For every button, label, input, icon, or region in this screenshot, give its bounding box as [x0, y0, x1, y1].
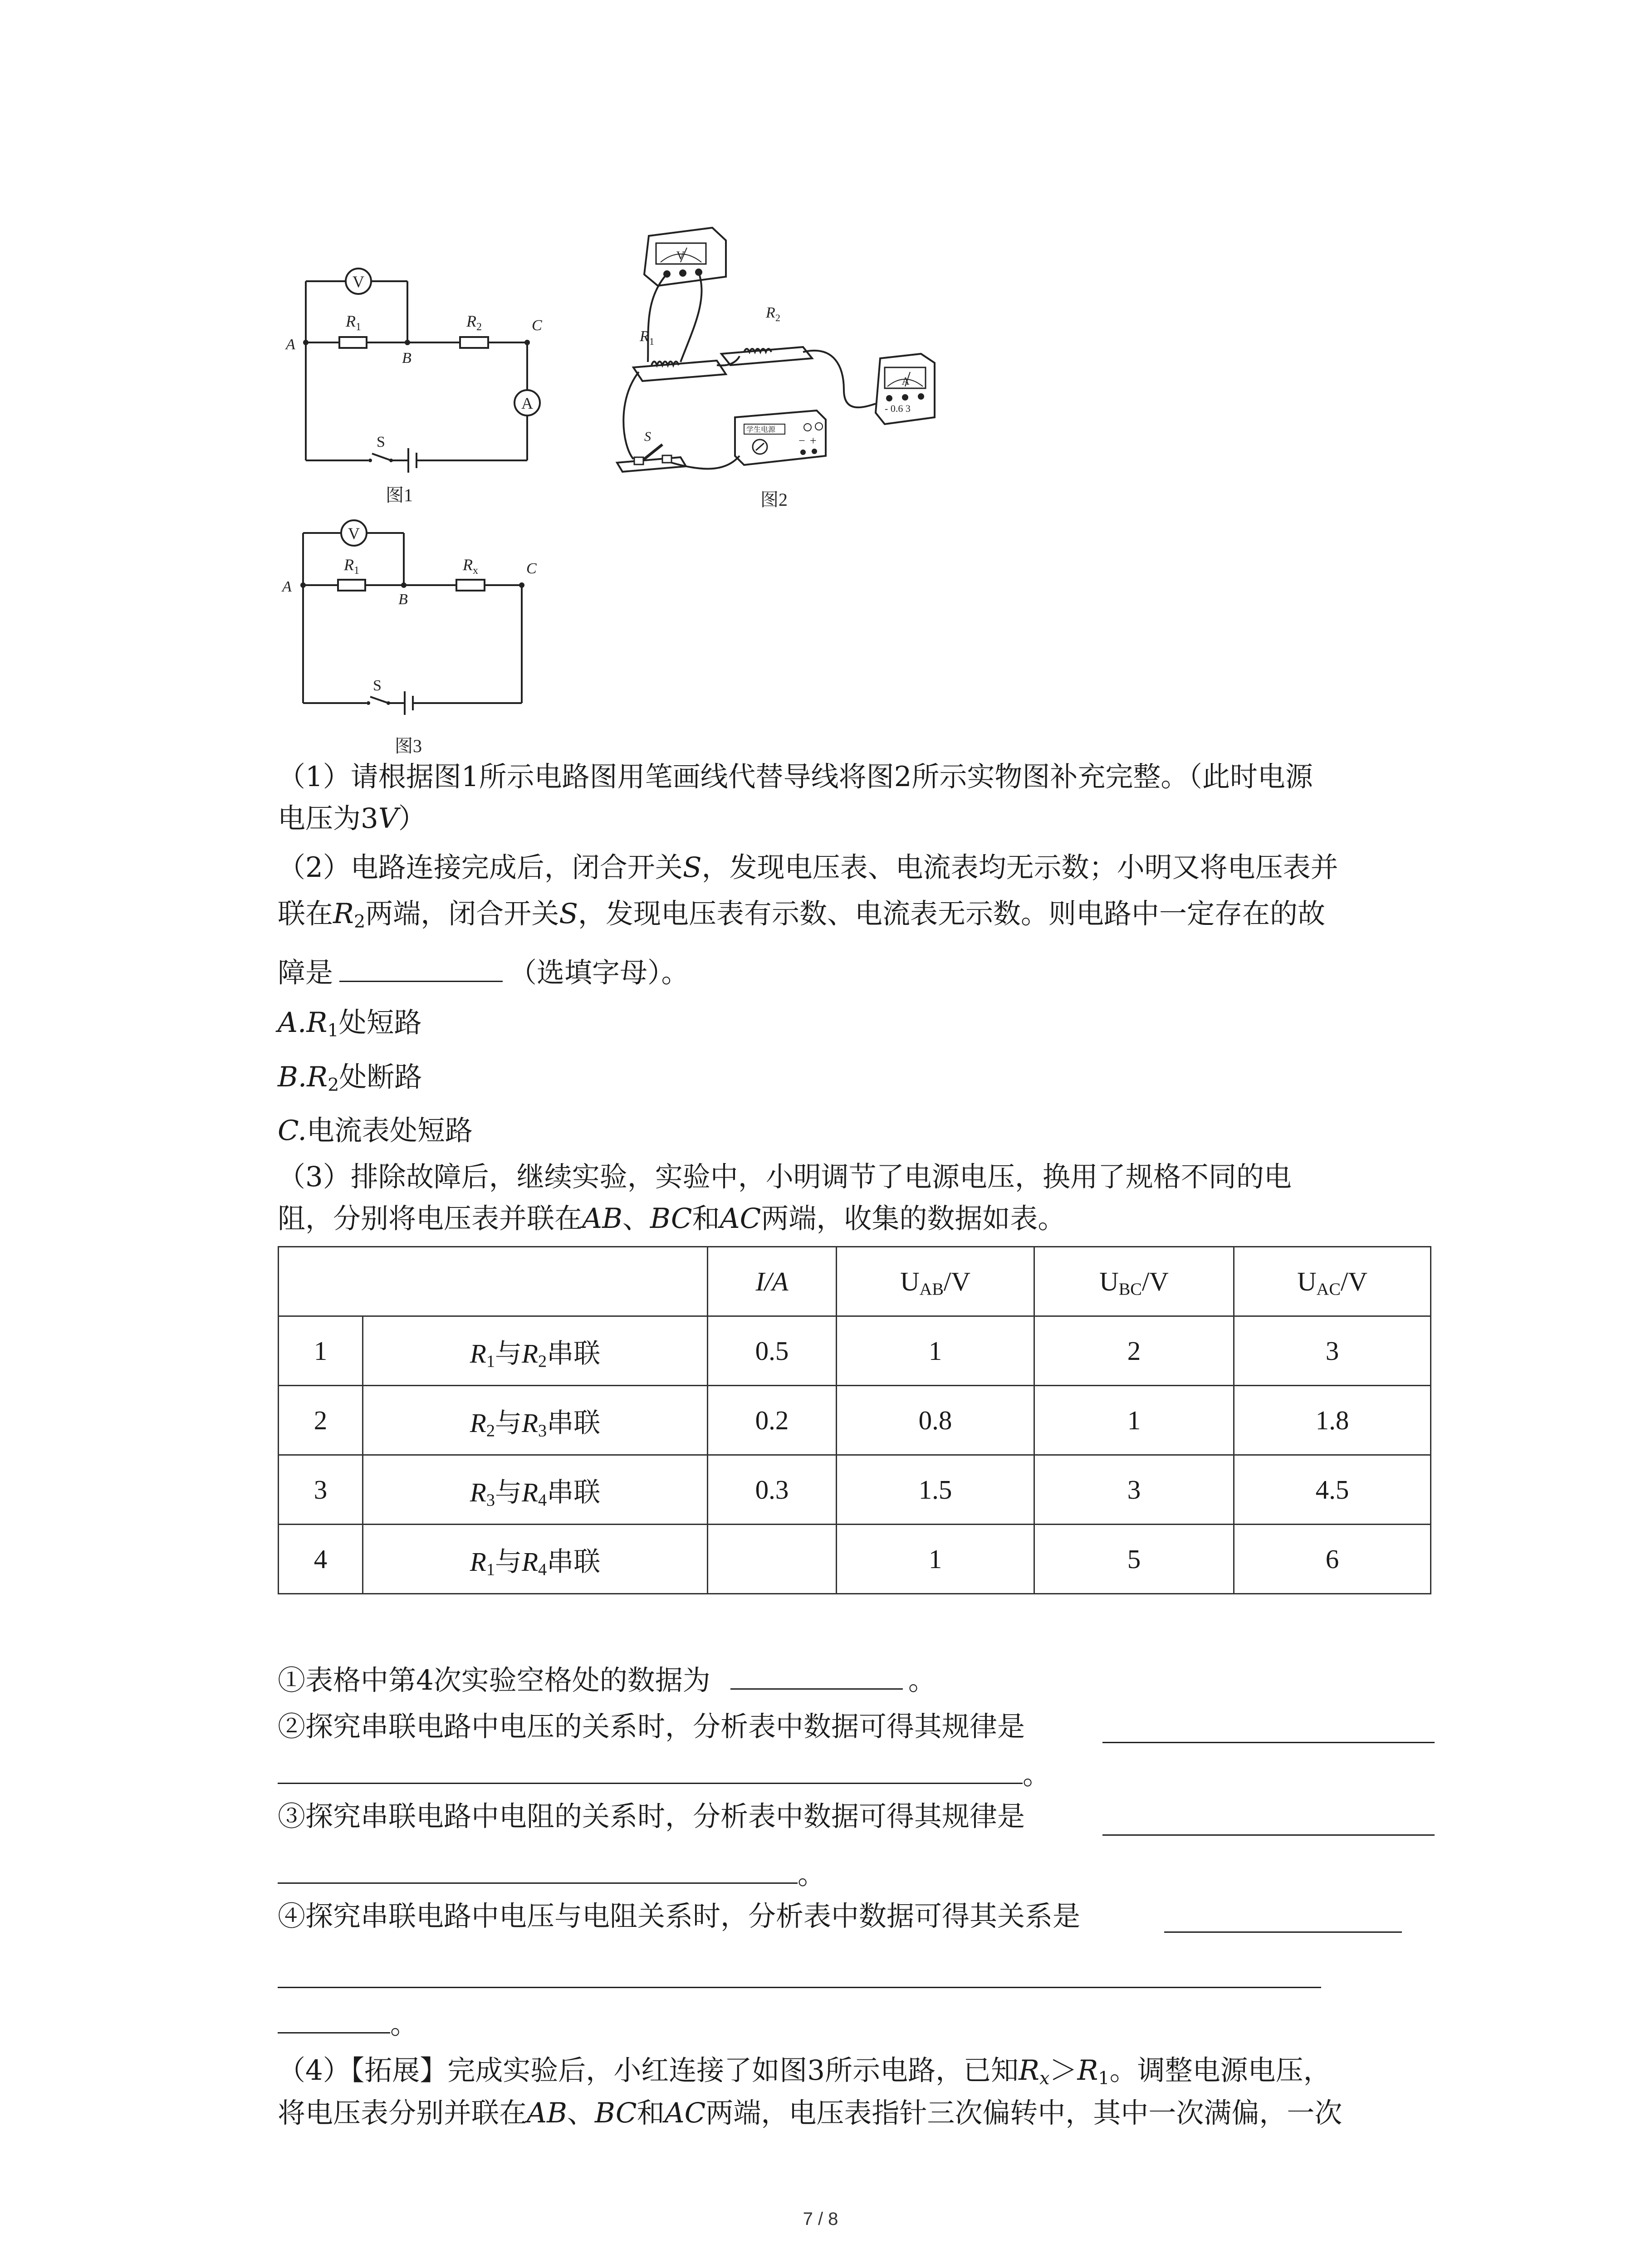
voltmeter-device	[644, 228, 726, 286]
node-a-label: A	[282, 578, 292, 595]
cell-uab: 1	[837, 1316, 1034, 1386]
sub-question-4-period: 。	[390, 2008, 418, 2040]
series-label: 串联	[547, 1408, 601, 1438]
q2-option-c-letter: C.	[278, 1114, 307, 1147]
q2-text-3b: （选填字母）。	[509, 957, 689, 989]
cell-uab: 0.8	[837, 1386, 1034, 1455]
cell-uac: 1.8	[1234, 1386, 1431, 1455]
r1-sub: 1	[356, 321, 361, 333]
q2-option-a	[278, 1002, 422, 1043]
cell-uac: 6	[1234, 1525, 1431, 1594]
row-description	[363, 1525, 708, 1594]
joiner: 与	[495, 1477, 522, 1507]
q2-line-1	[278, 847, 1338, 888]
series-label: 串联	[547, 1546, 601, 1577]
sub-question-4	[278, 1896, 1080, 1937]
cell-ubc: 5	[1034, 1525, 1234, 1594]
q4-text-2c: 、	[567, 2097, 595, 2129]
table-row	[279, 1525, 1431, 1594]
q4-text-2a: 将电压表分别并联在	[278, 2097, 527, 2129]
cell-current: 0.5	[708, 1316, 837, 1386]
ammeter-symbol: A	[521, 394, 533, 412]
sub-question-4-blank-3[interactable]	[278, 2032, 390, 2033]
joiner: 与	[495, 1338, 522, 1369]
q2-option-b-text: 处断路	[339, 1061, 422, 1093]
sub-question-2-end	[1023, 1755, 1050, 1795]
switch-label: S	[377, 434, 385, 450]
r2-sub: 2	[476, 321, 482, 333]
row-description	[363, 1316, 708, 1386]
q4-text-2e: 和	[637, 2097, 665, 2129]
q3-text-2a: 阻，分别将电压表并联在	[278, 1202, 583, 1235]
resistor-b: R	[522, 1338, 539, 1369]
sub-question-2-blank-2[interactable]	[278, 1783, 1023, 1784]
header-current-text: I/A	[755, 1266, 789, 1296]
q4-line-2	[278, 2093, 1342, 2134]
q2-text-2a: 联在	[278, 898, 333, 930]
q4-ab: AB	[527, 2097, 567, 2129]
r2-board	[721, 304, 812, 365]
sub-question-4-end	[390, 2004, 418, 2045]
switch-label: S	[644, 429, 651, 444]
sub-question-3-end	[798, 1854, 825, 1895]
q2-option-a-text: 处短路	[338, 1007, 422, 1039]
row-number: 1	[279, 1316, 363, 1386]
q2-r2: R	[333, 898, 354, 930]
voltmeter-symbol: V	[353, 273, 364, 291]
resistor-a-sub: 3	[486, 1491, 495, 1510]
power-minus: −	[798, 434, 805, 447]
header-uac-u: U	[1297, 1266, 1317, 1296]
q3-bc: BC	[650, 1202, 692, 1235]
q1-text-2a: 电压为3	[278, 802, 378, 835]
r1-label: R	[346, 312, 356, 330]
q4-rx: R	[1019, 2054, 1040, 2087]
node-b-label: B	[398, 591, 408, 608]
header-uab-u: U	[900, 1266, 920, 1296]
q2-answer-blank[interactable]	[339, 953, 503, 982]
cell-current: 0.2	[708, 1386, 837, 1455]
q4-text-1a: （4）【拓展】完成实验后，小红连接了如图3所示电路，已知	[278, 2054, 1019, 2087]
node-a-label: A	[286, 336, 295, 353]
q3-text-1: （3）排除故障后，继续实验，实验中，小明调节了电源电压，换用了规格不同的电	[278, 1161, 1292, 1193]
q1-unit-v: V	[378, 802, 398, 835]
q1-text-1: （1）请根据图1所示电路图用笔画线代替导线将图2所示实物图补充完整。（此时电源	[278, 761, 1313, 793]
cell-uac: 3	[1234, 1316, 1431, 1386]
header-uab-unit: /V	[943, 1266, 970, 1296]
header-ubc-u: U	[1099, 1266, 1119, 1296]
row-number: 3	[279, 1455, 363, 1525]
q2-text-1a: （2）电路连接完成后，闭合开关	[278, 851, 683, 884]
table-header-row	[279, 1247, 1431, 1316]
voltmeter-symbol: V	[348, 524, 360, 543]
q4-greater-than: ＞	[1049, 2054, 1078, 2087]
sub-question-1-text: ①表格中第4次实验空格处的数据为	[278, 1664, 710, 1696]
cell-uac: 4.5	[1234, 1455, 1431, 1525]
q3-line-1	[278, 1157, 1292, 1198]
q3-ab: AB	[582, 1202, 622, 1235]
q1-line-2	[278, 798, 426, 839]
resistor-a-sub: 2	[486, 1421, 495, 1441]
sub-question-3-period: 。	[798, 1858, 826, 1891]
table-row	[279, 1455, 1431, 1525]
power-supply-device	[735, 411, 826, 465]
sub-question-4-blank-1[interactable]	[1164, 1931, 1402, 1933]
q2-option-a-sub: 1	[327, 1020, 339, 1041]
r1-label: R	[344, 556, 354, 574]
node-b-label: B	[402, 350, 411, 367]
q4-text-2g: 两端，电压表指针三次偏转中，其中一次满偏，一次	[705, 2097, 1342, 2129]
header-uac-sub: AC	[1316, 1280, 1341, 1299]
page-number: 7 / 8	[803, 2209, 838, 2229]
switch-label: S	[373, 677, 382, 694]
r2-label: R	[766, 304, 775, 321]
row-description	[363, 1455, 708, 1525]
q3-ac: AC	[720, 1202, 761, 1235]
resistor-b-sub: 4	[538, 1491, 547, 1510]
q2-switch-s: S	[682, 851, 702, 884]
header-uac	[1234, 1247, 1431, 1316]
q2-text-2d: 两端，闭合开关	[365, 898, 559, 930]
cell-ubc: 1	[1034, 1386, 1234, 1455]
resistor-a: R	[470, 1477, 486, 1507]
rx-label: R	[463, 556, 473, 574]
row-description	[363, 1386, 708, 1455]
resistor-a-sub: 1	[486, 1560, 495, 1579]
q1-text-2c: ）	[398, 802, 426, 835]
q2-text-1c: ，发现电压表、电流表均无示数；小明又将电压表并	[701, 851, 1338, 884]
rx-sub: x	[473, 565, 478, 577]
header-uab	[837, 1247, 1034, 1316]
q4-r1: R	[1077, 2054, 1098, 2087]
q2-line-2	[278, 894, 1325, 934]
sub-question-3-blank-2[interactable]	[278, 1882, 798, 1884]
sub-question-3-blank-1[interactable]	[1102, 1834, 1435, 1836]
r2-label: R	[466, 312, 476, 330]
cell-uab: 1.5	[837, 1455, 1034, 1525]
joiner: 与	[495, 1408, 522, 1438]
figure-2	[590, 218, 962, 544]
header-ubc-sub: BC	[1118, 1280, 1142, 1299]
sub-question-4-blank-2[interactable]	[278, 1987, 1321, 1988]
sub-question-2-period: 。	[1023, 1759, 1051, 1791]
ammeter-device	[876, 354, 935, 424]
table-row	[279, 1316, 1431, 1386]
sub-question-1-blank[interactable]	[730, 1660, 903, 1690]
ammeter-terminals: - 0.6 3	[885, 403, 911, 414]
cell-current-empty[interactable]	[708, 1525, 837, 1594]
q2-text-3a: 障是	[278, 957, 333, 989]
joiner: 与	[495, 1546, 522, 1577]
resistor-b-sub: 3	[538, 1421, 547, 1441]
q2-option-b-letter: B.R	[278, 1061, 328, 1093]
header-ubc	[1034, 1247, 1234, 1316]
header-current	[708, 1247, 837, 1316]
q3-text-2c: 、	[622, 1202, 650, 1235]
cell-uab: 1	[837, 1525, 1034, 1594]
q2-option-b-sub: 2	[328, 1074, 339, 1095]
switch-device	[617, 429, 686, 472]
resistor-a: R	[470, 1338, 486, 1369]
circuit-diagram-1	[272, 254, 554, 517]
circuit-diagram-3	[272, 513, 554, 767]
q2-r2-sub: 2	[353, 911, 366, 932]
voltmeter-letter: V	[676, 249, 685, 262]
q4-line-1	[278, 2050, 1331, 2091]
q2-text-2f: ，发现电压表有示数、电流表无示数。则电路中一定存在的故	[578, 898, 1326, 930]
sub-question-2-text: ②探究串联电路中电压的关系时，分析表中数据可得其规律是	[278, 1711, 1025, 1743]
r1-sub: 1	[649, 336, 654, 347]
q4-r1-sub: 1	[1098, 2068, 1110, 2089]
q4-text-1g: 。调整电源电压，	[1109, 2054, 1331, 2087]
header-ubc-unit: /V	[1141, 1266, 1169, 1296]
resistor-a-sub: 1	[486, 1352, 495, 1371]
q2-option-a-letter: A.R	[278, 1007, 328, 1039]
sub-question-1-end: 。	[908, 1664, 936, 1696]
sub-question-3-text: ③探究串联电路中电阻的关系时，分析表中数据可得其规律是	[278, 1800, 1025, 1833]
header-blank	[279, 1247, 708, 1316]
r1-label: R	[640, 328, 649, 345]
apparatus-picture-2	[590, 218, 962, 544]
q3-text-2g: 两端，收集的数据如表。	[761, 1202, 1066, 1235]
sub-question-2	[278, 1706, 1025, 1747]
ammeter-letter: A	[901, 376, 910, 387]
q2-option-b	[278, 1057, 422, 1098]
q4-rx-sub: x	[1039, 2068, 1050, 2089]
q3-text-2e: 和	[692, 1202, 720, 1235]
resistor-a: R	[470, 1408, 486, 1438]
resistor-b: R	[522, 1477, 539, 1507]
resistor-b: R	[522, 1546, 539, 1577]
q4-bc: BC	[594, 2097, 637, 2129]
series-label: 串联	[547, 1477, 601, 1507]
node-c-label: C	[532, 317, 542, 334]
resistor-b-sub: 2	[538, 1352, 547, 1371]
row-number: 2	[279, 1386, 363, 1455]
resistor-b: R	[522, 1408, 539, 1438]
cell-current: 0.3	[708, 1455, 837, 1525]
power-supply-label: 学生电源	[746, 426, 776, 434]
figure-1-caption: 图1	[386, 485, 413, 505]
cell-ubc: 2	[1034, 1316, 1234, 1386]
q3-line-2	[278, 1198, 1065, 1239]
q2-option-c	[278, 1110, 473, 1151]
row-number: 4	[279, 1525, 363, 1594]
q2-option-c-text: 电流表处短路	[306, 1114, 473, 1147]
figure-1	[272, 254, 554, 517]
resistor-b-sub: 4	[538, 1560, 547, 1579]
sub-question-1	[278, 1660, 936, 1701]
r2-sub: 2	[775, 312, 780, 323]
figure-2-caption: 图2	[760, 489, 788, 510]
sub-question-3	[278, 1796, 1025, 1837]
figure-3-caption: 图3	[395, 736, 422, 756]
data-table	[278, 1246, 1431, 1594]
header-uac-unit: /V	[1340, 1266, 1367, 1296]
sub-question-2-blank-1[interactable]	[1102, 1742, 1435, 1743]
sub-question-4-text: ④探究串联电路中电压与电阻关系时，分析表中数据可得其关系是	[278, 1900, 1081, 1932]
resistor-a: R	[470, 1546, 486, 1577]
series-label: 串联	[547, 1338, 601, 1369]
cell-ubc: 3	[1034, 1455, 1234, 1525]
q4-ac: AC	[664, 2097, 706, 2129]
q2-switch-s-2: S	[559, 898, 578, 930]
table-row	[279, 1386, 1431, 1455]
node-c-label: C	[526, 560, 537, 577]
figure-3	[272, 513, 554, 767]
r1-sub: 1	[354, 565, 359, 577]
header-uab-sub: AB	[919, 1280, 944, 1299]
q1-line-1	[278, 757, 1313, 797]
power-plus: +	[810, 434, 817, 447]
q2-line-3	[278, 953, 689, 993]
